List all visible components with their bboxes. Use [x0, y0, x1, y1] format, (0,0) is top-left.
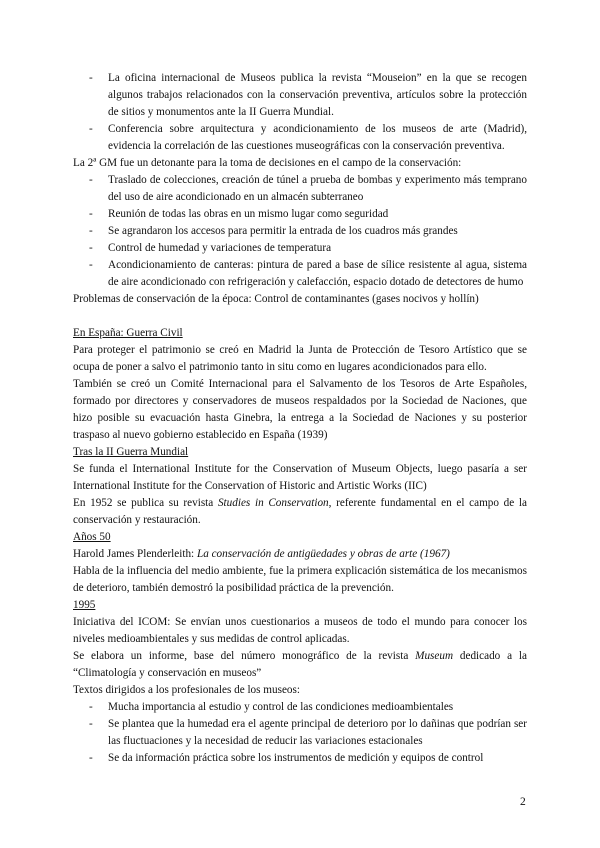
dash-bullet: -: [89, 718, 93, 730]
anos50-paragraph: Habla de la influencia del medio ambiente, fue la primera explicación sistemática de los mecanismos de deterioro, también demostró la posibilidad práctica de la prevención.: [73, 565, 527, 594]
gm-intro-paragraph: La 2ª GM fue un detonante para la toma de decisiones en el campo de la conservación:: [73, 157, 462, 169]
tras-paragraph-1: Se funda el International Institute for the Conservation of Museum Objects, luego pasaría a ser International Institute for the Conservation of Historic and Artistic Works (IIC): [73, 463, 527, 492]
plenderleith-line: Harold James Plenderleith: La conservación de antigüedades y obras de arte (1967): [73, 548, 450, 560]
dash-bullet: -: [89, 72, 93, 84]
list-item: - La oficina internacional de Museos publica la revista “Mouseion” en la que se recogen algunos trabajos relacionados con la conservación preventiva, artículos sobre la protección de sitios y monumentos ante la II Guerra Mundial.: [89, 72, 527, 118]
problemas-paragraph: Problemas de conservación de la época: Control de contaminantes (gases nocivos y hollín): [73, 293, 479, 305]
section-heading-tras-guerra: Tras la II Guerra Mundial: [73, 446, 189, 458]
magazine-title: Museum: [415, 650, 454, 662]
journal-title: Studies in Conservation: [217, 497, 329, 509]
espana-paragraph-1: Para proteger el patrimonio se creó en Madrid la Junta de Protección de Tesoro Artístico que se ocupa de poner a salvo el patrimonio tanto in situ como en lugares acondicionados para ello.: [73, 344, 527, 373]
list-item: - Mucha importancia al estudio y control de las condiciones medioambientales: [73, 699, 527, 716]
section-heading-anos-50: Años 50: [73, 531, 111, 543]
espana-paragraph-2: También se creó un Comité Internacional para el Salvamento de los Tesoros de Arte Españoles, formado por directores y conservadores de museos respaldados por la Sociedad de Naciones, que hizo posible su evacuación hasta Ginebra, la entrega a la Sociedad de Naciones y su posterior traspaso al nuevo gobierno establecido en España (1939): [73, 378, 527, 441]
list-item: - Traslado de colecciones, creación de túnel a prueba de bombas y experimento más temprano del uso de aire acondicionado en un almacén subterraneo: [89, 174, 527, 203]
tras-paragraph-2: En 1952 se publica su revista Studies in Conservation, referente fundamental en el campo de la conservación y restauración.: [73, 497, 527, 526]
section-heading-espana: En España: Guerra Civil: [73, 327, 183, 339]
list-item: - Se plantea que la humedad era el agente principal de deterioro por lo dañinas que podrían ser las fluctuaciones y la necesidad de reducir las variaciones estacionales: [89, 718, 527, 747]
book-title: La conservación de antigüedades y obras de arte (1967): [196, 548, 450, 560]
dash-bullet: -: [89, 752, 93, 764]
list-item: - Conferencia sobre arquitectura y acondicionamiento de los museos de arte (Madrid), evidencia la correlación de las cuestiones museográficas con la conservación preventiva.: [89, 123, 527, 152]
informe-paragraph: Se elabora un informe, base del número monográfico de la revista Museum dedicado a la “Climatología y conservación en museos”: [73, 650, 528, 679]
page-body: [73, 70, 527, 767]
dash-bullet: -: [89, 701, 93, 713]
dash-bullet: -: [89, 208, 93, 220]
dash-bullet: -: [89, 174, 93, 186]
blank-line: [73, 308, 527, 325]
section-heading-1995: 1995: [73, 599, 96, 611]
list-item: - Reunión de todas las obras en un mismo lugar como seguridad: [73, 206, 527, 223]
list-item: - Control de humedad y variaciones de temperatura: [73, 240, 527, 257]
dash-bullet: -: [89, 225, 93, 237]
list-item: - Se agrandaron los accesos para permitir la entrada de los cuadros más grandes: [73, 223, 527, 240]
list-item: - Se da información práctica sobre los instrumentos de medición y equipos de control: [73, 750, 527, 767]
textos-paragraph: Textos dirigidos a los profesionales de los museos:: [73, 684, 300, 696]
dash-bullet: -: [89, 123, 93, 135]
dash-bullet: -: [89, 259, 93, 271]
dash-bullet: -: [89, 242, 93, 254]
page-number: 2: [520, 796, 526, 808]
icom-paragraph: Iniciativa del ICOM: Se envían unos cuestionarios a museos de todo el mundo para conocer los niveles medioambientales y sus medidas de control aplicadas.: [73, 616, 527, 645]
list-item: - Acondicionamiento de canteras: pintura de pared a base de sílice resistente al agua, sistema de aire acondicionado con refrigeración y calefacción, espacio dotado de detectores de humo: [89, 259, 527, 288]
